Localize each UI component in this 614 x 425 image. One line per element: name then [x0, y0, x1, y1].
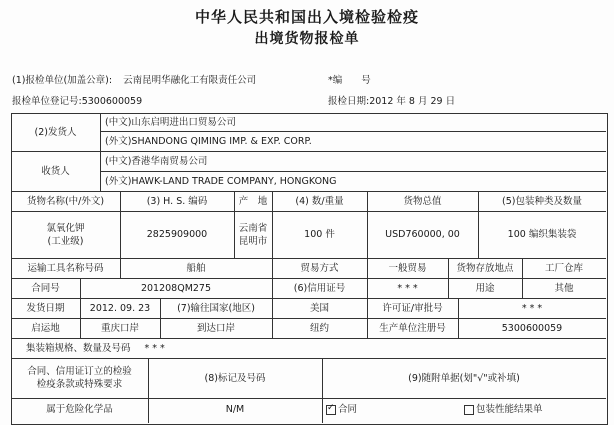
- container-value: * * *: [144, 342, 165, 354]
- shipper-label: (2)发货人: [34, 126, 77, 138]
- marks-label: (8)标记及号码: [204, 372, 266, 384]
- pack-result-checkbox[interactable]: [464, 405, 474, 415]
- packing-value: 100 编织集装袋: [507, 229, 577, 240]
- container-row: [12, 338, 216, 358]
- shipper-cn: [101, 113, 605, 131]
- shipper-cn-prefix: (中文): [105, 116, 132, 128]
- date-label: 报检日期:: [328, 96, 370, 107]
- form-subtitle: 出境货物报检单: [254, 31, 360, 47]
- container-label: 集装箱规格、数量及号码: [26, 342, 131, 354]
- consignee-en: [101, 171, 605, 191]
- destination-country-value: 美国: [309, 302, 329, 314]
- producer-reg-value: 5300600059: [501, 322, 563, 334]
- consignee-cn: [101, 151, 605, 171]
- shipper-en-value: SHANDONG QIMING IMP. & EXP. CORP.: [131, 135, 312, 147]
- departure-value: 重庆口岸: [100, 322, 139, 334]
- consignee-en-value: HAWK-LAND TRADE COMPANY, HONGKONG: [131, 175, 337, 187]
- applicant-value: 云南昆明华融化工有限责任公司: [123, 75, 257, 86]
- dangerous-goods-label: 属于危险化学品: [46, 403, 113, 415]
- goods-name-line2: (工业级): [47, 235, 84, 247]
- departure-label: 启运地: [31, 322, 60, 334]
- ship-date-value: 2012. 09. 23: [89, 302, 151, 314]
- shipper-en: [101, 131, 605, 151]
- total-value: USD760000, 00: [385, 229, 460, 240]
- storage-label: 货物存放地点: [456, 262, 514, 274]
- arrival-port-label: 到达口岸: [196, 322, 235, 334]
- pack-result-option[interactable]: [460, 398, 604, 420]
- consignee-cn-value: 香港华南贸易公司: [131, 155, 208, 167]
- applicant-label: (1)报检单位(加盖公章):: [12, 75, 113, 86]
- marks-value: N/M: [225, 403, 245, 415]
- total-value-header: 货物总值: [403, 195, 442, 207]
- pack-result-label: 包装性能结果单: [476, 403, 543, 415]
- producer-reg-label: 生产单位注册号: [379, 322, 446, 334]
- contract-no-value: 201208QM275: [140, 282, 212, 294]
- goods-name-header: 货物名称(中/外文): [26, 195, 105, 207]
- transport-tool-label: 运输工具名称号码: [27, 262, 104, 274]
- reg-no-value: 5300600059: [81, 96, 143, 107]
- reg-no-line: [12, 93, 142, 107]
- quantity-header: (4) 数/重量: [295, 195, 344, 207]
- ship-date-label: 发货日期: [26, 302, 65, 314]
- number-label: *编 号: [328, 75, 371, 86]
- origin-line2: 昆明市: [238, 235, 268, 247]
- permit-value: * * *: [521, 302, 543, 314]
- goods-name-cell: [11, 211, 120, 258]
- shipper-en-prefix: (外文): [105, 135, 132, 147]
- origin-cell: [234, 211, 272, 258]
- purpose-label: 用途: [475, 282, 495, 294]
- form-title: 中华人民共和国出入境检验检疫: [194, 8, 419, 26]
- requirements-label: [11, 358, 148, 398]
- requirements-line1: 合同、信用证订立的检验: [27, 366, 132, 377]
- purpose-value: 其他: [554, 282, 574, 294]
- contract-no-label: 合同号: [31, 282, 60, 294]
- consignee-cn-prefix: (中文): [105, 155, 132, 167]
- contract-doc-label: 合同: [338, 403, 358, 415]
- date-value: 2012 年 8 月 29 日: [369, 96, 456, 107]
- origin-line1: 云南省: [238, 222, 268, 234]
- reg-no-label: 报检单位登记号:: [12, 96, 82, 107]
- date-line: [328, 93, 455, 107]
- goods-name-line1: 氯氧化钾: [46, 222, 85, 234]
- storage-value: 工厂仓库: [544, 262, 583, 274]
- origin-header: 产 地: [238, 195, 268, 207]
- arrival-port-value: 纽约: [309, 322, 329, 334]
- trade-mode-label: 贸易方式: [300, 262, 339, 274]
- packing-header: (5)包装种类及数量: [502, 195, 582, 207]
- applicant-line: [12, 72, 256, 86]
- lc-no-value: * * *: [397, 282, 418, 294]
- contract-checkbox[interactable]: [326, 405, 336, 415]
- lc-no-label: (6)信用证号: [293, 282, 346, 294]
- consignee-label: 收货人: [41, 165, 70, 177]
- shipper-cn-value: 山东启明进出口贸易公司: [131, 116, 236, 128]
- contract-doc-option[interactable]: [322, 398, 456, 420]
- requirements-line2: 检疫条款或特殊要求: [36, 379, 123, 390]
- hs-code-header: (3) H. S. 编码: [146, 195, 208, 207]
- consignee-en-prefix: (外文): [105, 175, 132, 187]
- permit-label: 许可证/审批号: [382, 302, 443, 314]
- trade-mode-value: 一般贸易: [388, 262, 427, 274]
- hs-code-value: 2825909000: [146, 229, 208, 240]
- quantity-value: 100 件: [304, 229, 335, 240]
- destination-country-label: (7)输往国家(地区): [177, 302, 255, 314]
- transport-tool-value: 船舶: [186, 262, 206, 274]
- attached-docs-label: (9)随附单据(划"√"或补填): [408, 372, 520, 384]
